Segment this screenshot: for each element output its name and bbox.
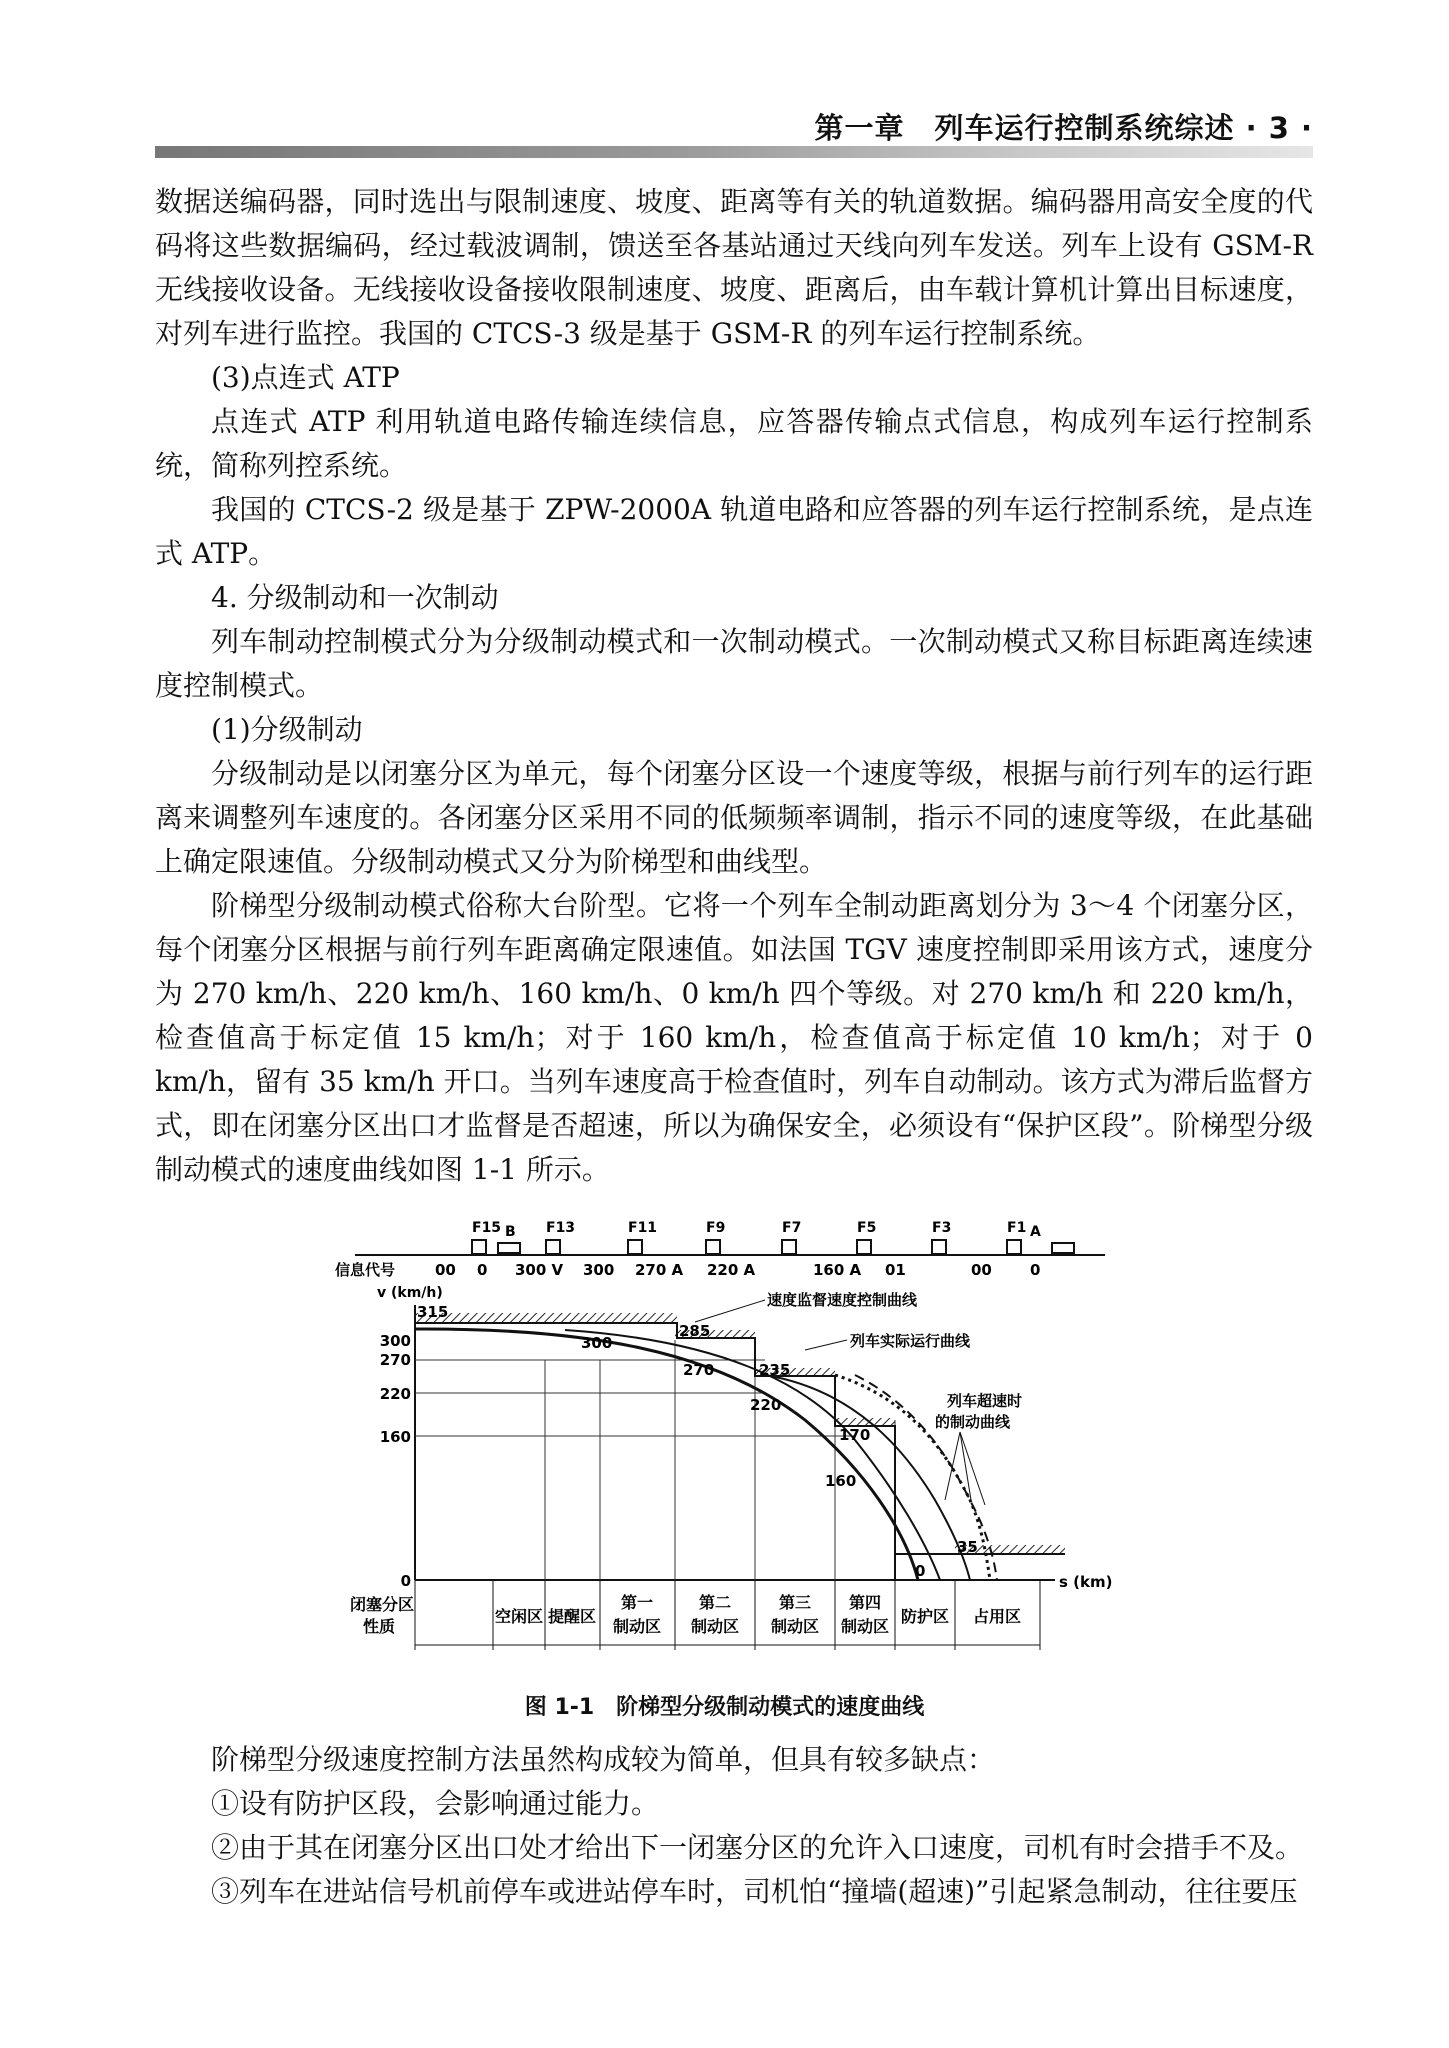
step-label: 160 bbox=[825, 1472, 857, 1490]
signal-label: A bbox=[1030, 1224, 1041, 1240]
y-tick: 300 bbox=[379, 1332, 411, 1350]
subheading: (3)点连式 ATP bbox=[211, 361, 400, 394]
signal-label: F7 bbox=[782, 1220, 802, 1236]
section-name: 占用区 bbox=[972, 1607, 1022, 1626]
step-label: 220 bbox=[750, 1396, 782, 1414]
section-name: 防护区 bbox=[900, 1607, 950, 1626]
signal-label: F9 bbox=[706, 1220, 726, 1236]
running-header bbox=[155, 100, 1313, 144]
supervision-curve bbox=[415, 1323, 1065, 1554]
step-label: 270 bbox=[683, 1361, 715, 1379]
code-value: 00 bbox=[971, 1261, 992, 1279]
section-name: 制动区 bbox=[690, 1617, 740, 1636]
signal-group bbox=[472, 1240, 1021, 1254]
signal-label: F5 bbox=[857, 1220, 877, 1236]
code-value: 220 A bbox=[707, 1261, 756, 1279]
step-label: 285 bbox=[679, 1322, 711, 1340]
header-rule bbox=[155, 146, 1313, 158]
paragraph: 分级制动是以闭塞分区为单元，每个闭塞分区设一个速度等级，根据与前行列车的运行距离来调整列车速度的。各闭塞分区采用不同的低频频率调制，指示不同的速度等级，在此基础上确定限速值。分级制动模式又分为阶梯型和曲线型。 bbox=[155, 757, 1313, 878]
train-a-icon bbox=[1052, 1243, 1074, 1253]
code-value: 160 A bbox=[813, 1261, 862, 1279]
paragraph: 列车制动控制模式分为分级制动模式和一次制动模式。一次制动模式又称目标距离连续速度控制模式。 bbox=[155, 625, 1313, 702]
step-label: 0 bbox=[915, 1562, 926, 1580]
body-text bbox=[155, 180, 1313, 1192]
step-label: 300 bbox=[581, 1334, 613, 1352]
supervision-braking-curve bbox=[565, 1330, 940, 1580]
code-value: 0 bbox=[477, 1261, 488, 1279]
figure-speed-curve bbox=[335, 1200, 1115, 1680]
step-label: 170 bbox=[839, 1426, 871, 1444]
section-name: 制动区 bbox=[840, 1617, 890, 1636]
subheading: (1)分级制动 bbox=[211, 713, 363, 746]
paragraph: 阶梯型分级速度控制方法虽然构成较为简单，但具有较多缺点： bbox=[211, 1743, 996, 1776]
annotation: 的制动曲线 bbox=[935, 1413, 1011, 1431]
annotation: 列车超速时 bbox=[947, 1392, 1023, 1410]
annotation: 速度监督速度控制曲线 bbox=[767, 1291, 918, 1309]
signal-label: B bbox=[505, 1224, 516, 1240]
hatch-band bbox=[415, 1313, 677, 1323]
y-tick: 220 bbox=[379, 1385, 411, 1403]
step-label: 35 bbox=[957, 1538, 978, 1556]
section-label: 闭塞分区 bbox=[350, 1595, 415, 1614]
section-name: 第四 bbox=[848, 1593, 882, 1612]
code-value: 0 bbox=[1030, 1261, 1041, 1279]
y-tick: 160 bbox=[379, 1428, 411, 1446]
code-value: 00 bbox=[435, 1261, 456, 1279]
body-text-continued bbox=[155, 1738, 1313, 1914]
step-label: 235 bbox=[759, 1361, 791, 1379]
overspeed-curve bbox=[765, 1375, 970, 1580]
step-label: 315 bbox=[417, 1303, 449, 1321]
list-item: ③列车在进站信号机前停车或进站停车时，司机怕“撞墙(超速)”引起紧急制动，往往要压 bbox=[211, 1875, 1298, 1908]
paragraph: 阶梯型分级制动模式俗称大台阶型。它将一个列车全制动距离划分为 3～4 个闭塞分区，每个闭塞分区根据与前行列车距离确定限速值。如法国 TGV 速度控制即采用该方式，速度分为 270 km/h、220 km/h、160 km/h、0 km/h 四个等级。对 270 km/h 和 220 km/h，检查值高于标定值 15 km/h；对于 160 km/h，检查值高于标定值 10 km/h；对于 0 km/h，留有 35 km/h 开口。当列车速度高于检查值时，列车自动制动。该方式为滞后监督方式，即在闭塞分区出口才监督是否超速，所以为确保安全，必须设有“保护区段”。阶梯型分级制动模式的速度曲线如图 1-1 所示。 bbox=[155, 889, 1313, 1186]
train-b-icon bbox=[498, 1243, 520, 1253]
section-heading: 4. 分级制动和一次制动 bbox=[211, 581, 499, 614]
x-axis-label: s (km) bbox=[1059, 1573, 1113, 1591]
code-value: 300 V bbox=[515, 1261, 564, 1279]
section-name: 空闲区 bbox=[494, 1607, 544, 1626]
section-name: 第二 bbox=[698, 1593, 732, 1612]
signal-label: F3 bbox=[932, 1220, 952, 1236]
signal-label: F15 bbox=[472, 1220, 502, 1236]
section-name: 第一 bbox=[620, 1593, 654, 1612]
figure-caption: 图 1-1 阶梯型分级制动模式的速度曲线 bbox=[524, 1695, 925, 1720]
chapter-title: 第一章 列车运行控制系统综述 · 3 · bbox=[814, 111, 1313, 145]
y-tick: 0 bbox=[400, 1572, 411, 1590]
y-tick: 270 bbox=[379, 1351, 411, 1369]
signal-label: F1 bbox=[1007, 1220, 1027, 1236]
section-name: 提醒区 bbox=[547, 1607, 597, 1626]
signal-label: F13 bbox=[546, 1220, 576, 1236]
section-name: 制动区 bbox=[612, 1617, 662, 1636]
paragraph: 点连式 ATP 利用轨道电路传输连续信息，应答器传输点式信息，构成列车运行控制系统，简称列控系统。 bbox=[155, 405, 1313, 482]
list-item: ①设有防护区段，会影响通过能力。 bbox=[211, 1787, 660, 1820]
speed-curve-diagram bbox=[335, 1200, 1115, 1680]
code-value: 300 bbox=[583, 1261, 615, 1279]
code-label: 信息代号 bbox=[335, 1261, 396, 1279]
annotation: 列车实际运行曲线 bbox=[850, 1332, 971, 1350]
actual-run-curve bbox=[415, 1329, 918, 1580]
signal-label: F11 bbox=[628, 1220, 658, 1236]
section-label: 性质 bbox=[363, 1617, 396, 1636]
code-value: 01 bbox=[885, 1261, 906, 1279]
list-item: ②由于其在闭塞分区出口处才给出下一闭塞分区的允许入口速度，司机有时会措手不及。 bbox=[211, 1831, 1304, 1864]
paragraph: 数据送编码器，同时选出与限制速度、坡度、距离等有关的轨道数据。编码器用高安全度的代码将这些数据编码，经过载波调制，馈送至各基站通过天线向列车发送。列车上设有 GSM-R 无线接收设备。无线接收设备接收限制速度、坡度、距离后，由车载计算机计算出目标速度，对列车进行监控。我国的 CTCS-3 级是基于 GSM-R 的列车运行控制系统。 bbox=[155, 185, 1313, 350]
paragraph: 我国的 CTCS-2 级是基于 ZPW-2000A 轨道电路和应答器的列车运行控制系统，是点连式 ATP。 bbox=[155, 493, 1313, 570]
y-axis-label: v (km/h) bbox=[377, 1285, 443, 1301]
code-value: 270 A bbox=[635, 1261, 684, 1279]
section-name: 制动区 bbox=[770, 1617, 820, 1636]
section-name: 第三 bbox=[778, 1593, 812, 1612]
